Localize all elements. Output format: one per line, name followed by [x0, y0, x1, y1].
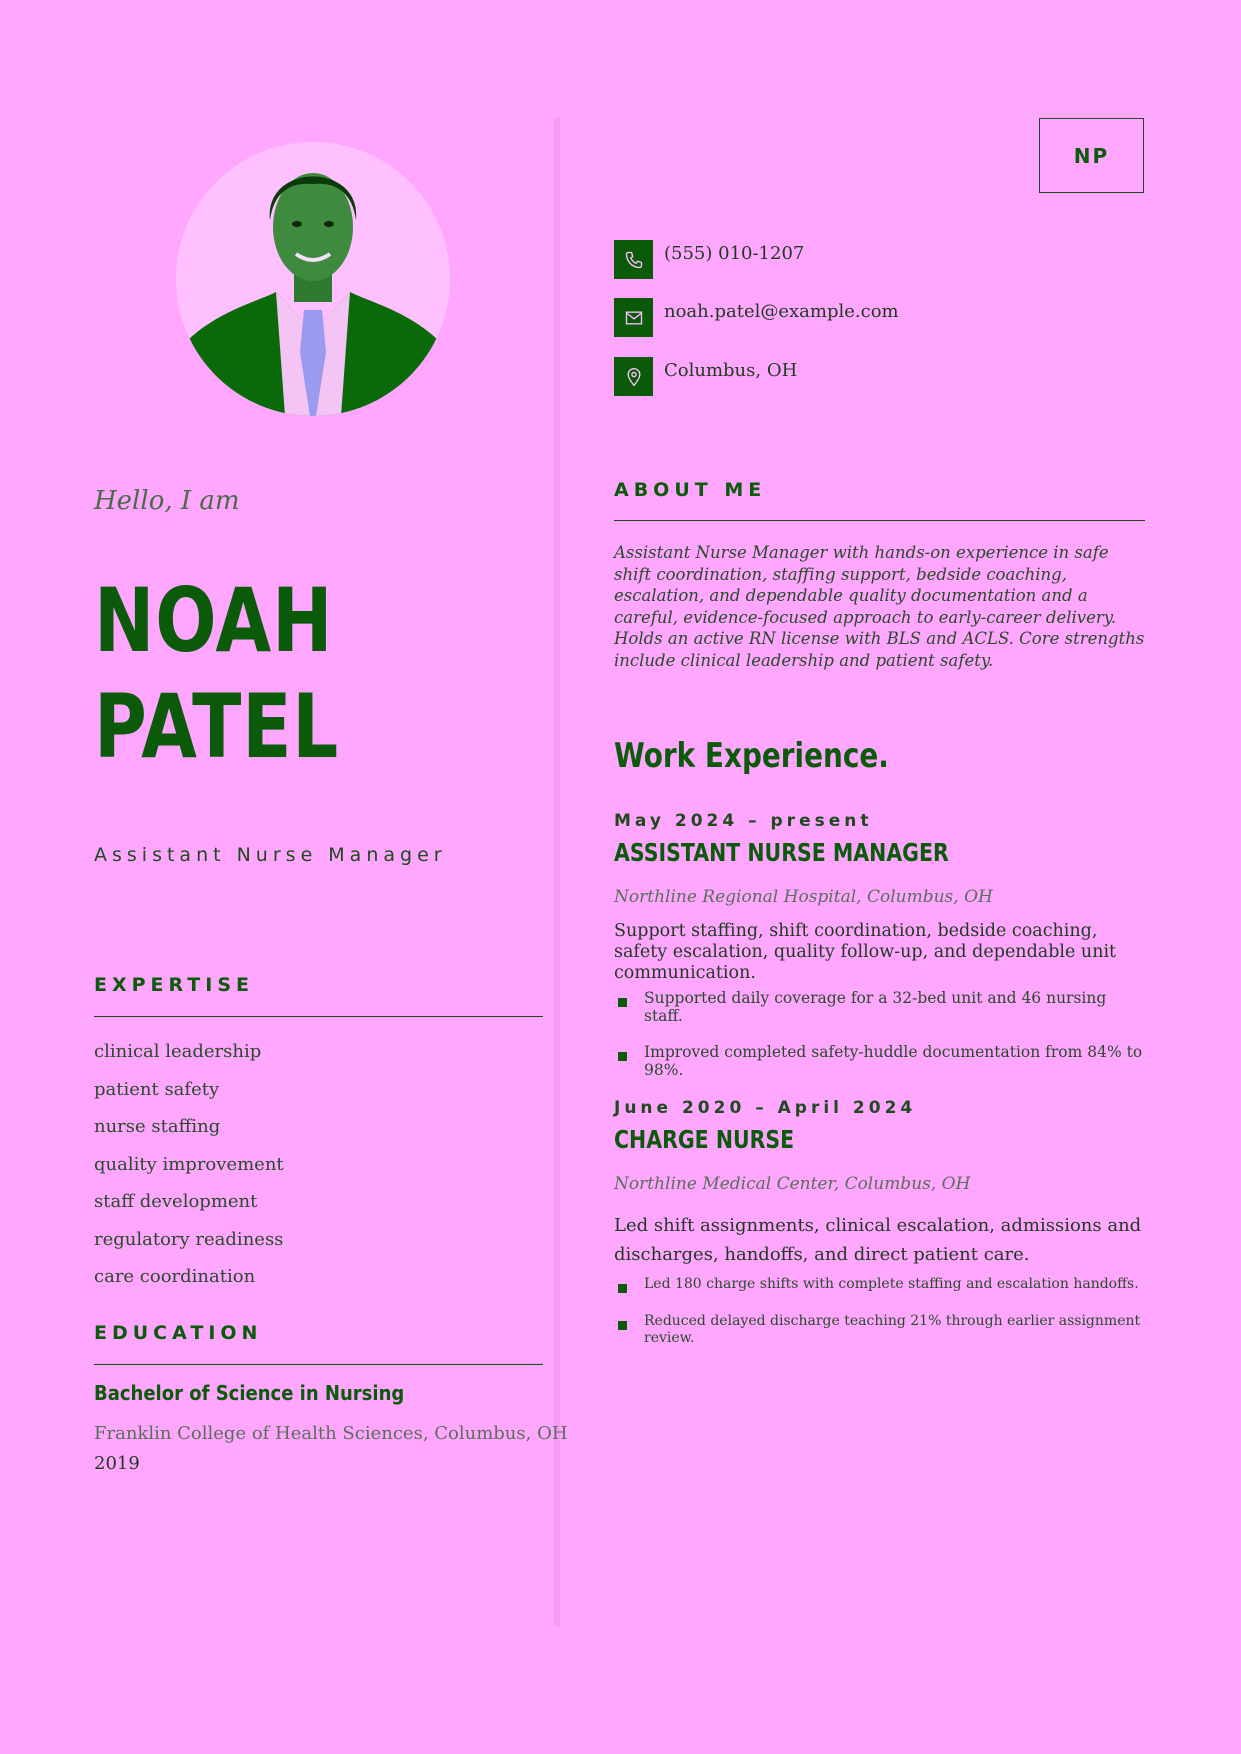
about-heading: ABOUT ME	[614, 479, 767, 501]
school: Franklin College of Health Sciences, Columbus, OH	[94, 1423, 568, 1444]
phone-number[interactable]: (555) 010-1207	[664, 243, 805, 264]
education-heading: EDUCATION	[94, 1322, 263, 1344]
expertise-list	[94, 1040, 284, 1303]
work-experience-heading: Work Experience.	[614, 736, 889, 776]
job-title: CHARGE NURSE	[614, 1125, 795, 1154]
location: Columbus, OH	[664, 360, 798, 381]
bullet-text: Supported daily coverage for a 32-bed unit and 46 nursing staff.	[644, 989, 1107, 1025]
list-item: care coordination	[94, 1266, 256, 1287]
about-rule	[614, 520, 1145, 521]
column-divider	[554, 118, 560, 1626]
list-item	[614, 1276, 1144, 1293]
bullet-square	[618, 1284, 627, 1293]
profile-photo	[176, 142, 450, 416]
first-name: NOAH	[94, 569, 334, 672]
education-rule	[94, 1364, 543, 1365]
job-employer: Northline Medical Center, Columbus, OH	[614, 1174, 971, 1194]
full-name	[94, 568, 339, 780]
job-description: Led shift assignments, clinical escalation, admissions and discharges, handoffs, and direct patient care.	[614, 1215, 1142, 1265]
job-title: ASSISTANT NURSE MANAGER	[614, 838, 949, 867]
last-name: PATEL	[94, 675, 340, 778]
list-item: clinical leadership	[94, 1041, 262, 1062]
job-employer: Northline Regional Hospital, Columbus, OH	[614, 887, 993, 907]
job-achievements	[614, 989, 1144, 1079]
list-item	[614, 989, 1144, 1025]
email-address[interactable]: noah.patel@example.com	[664, 301, 899, 322]
mail-icon	[614, 298, 653, 337]
monogram: NP	[1039, 118, 1144, 193]
job-achievements	[614, 1276, 1144, 1347]
bullet-square	[618, 998, 627, 1007]
bullet-text: Reduced delayed discharge teaching 21% through earlier assignment review.	[644, 1313, 1141, 1346]
list-item: staff development	[94, 1191, 258, 1212]
bullet-square	[618, 1052, 627, 1061]
greeting: Hello, I am	[94, 486, 240, 516]
location-pin-icon	[614, 357, 653, 396]
bullet-square	[618, 1321, 627, 1330]
list-item: regulatory readiness	[94, 1228, 284, 1250]
bullet-text: Led 180 charge shifts with complete staffing and escalation handoffs.	[644, 1276, 1139, 1292]
list-item: quality improvement	[94, 1153, 284, 1175]
list-item: patient safety	[94, 1078, 220, 1100]
list-item	[614, 1313, 1144, 1347]
list-item: nurse staffing	[94, 1116, 221, 1137]
job-description: Support staffing, shift coordination, bedside coaching, safety escalation, quality follow-up, and dependable unit communication.	[614, 921, 1117, 983]
about-text: Assistant Nurse Manager with hands-on experience in safe shift coordination, staffing support, bedside coaching, escalation, and dependable quality documentation and a careful, evidence-focused approach to early-career delivery. Holds an active RN license with BLS and ACLS. Core strengths include clinical leadership and patient safety.	[614, 543, 1145, 670]
expertise-heading: EXPERTISE	[94, 974, 255, 996]
job-dates: May 2024 – present	[614, 811, 873, 831]
list-item	[614, 1043, 1144, 1079]
graduation-year: 2019	[94, 1453, 140, 1474]
bullet-text: Improved completed safety-huddle documentation from 84% to 98%.	[644, 1043, 1143, 1079]
phone-icon	[614, 240, 653, 279]
expertise-rule	[94, 1016, 543, 1017]
degree: Bachelor of Science in Nursing	[94, 1381, 405, 1405]
job-role: Assistant Nurse Manager	[94, 844, 447, 866]
job-dates: June 2020 – April 2024	[614, 1098, 917, 1118]
